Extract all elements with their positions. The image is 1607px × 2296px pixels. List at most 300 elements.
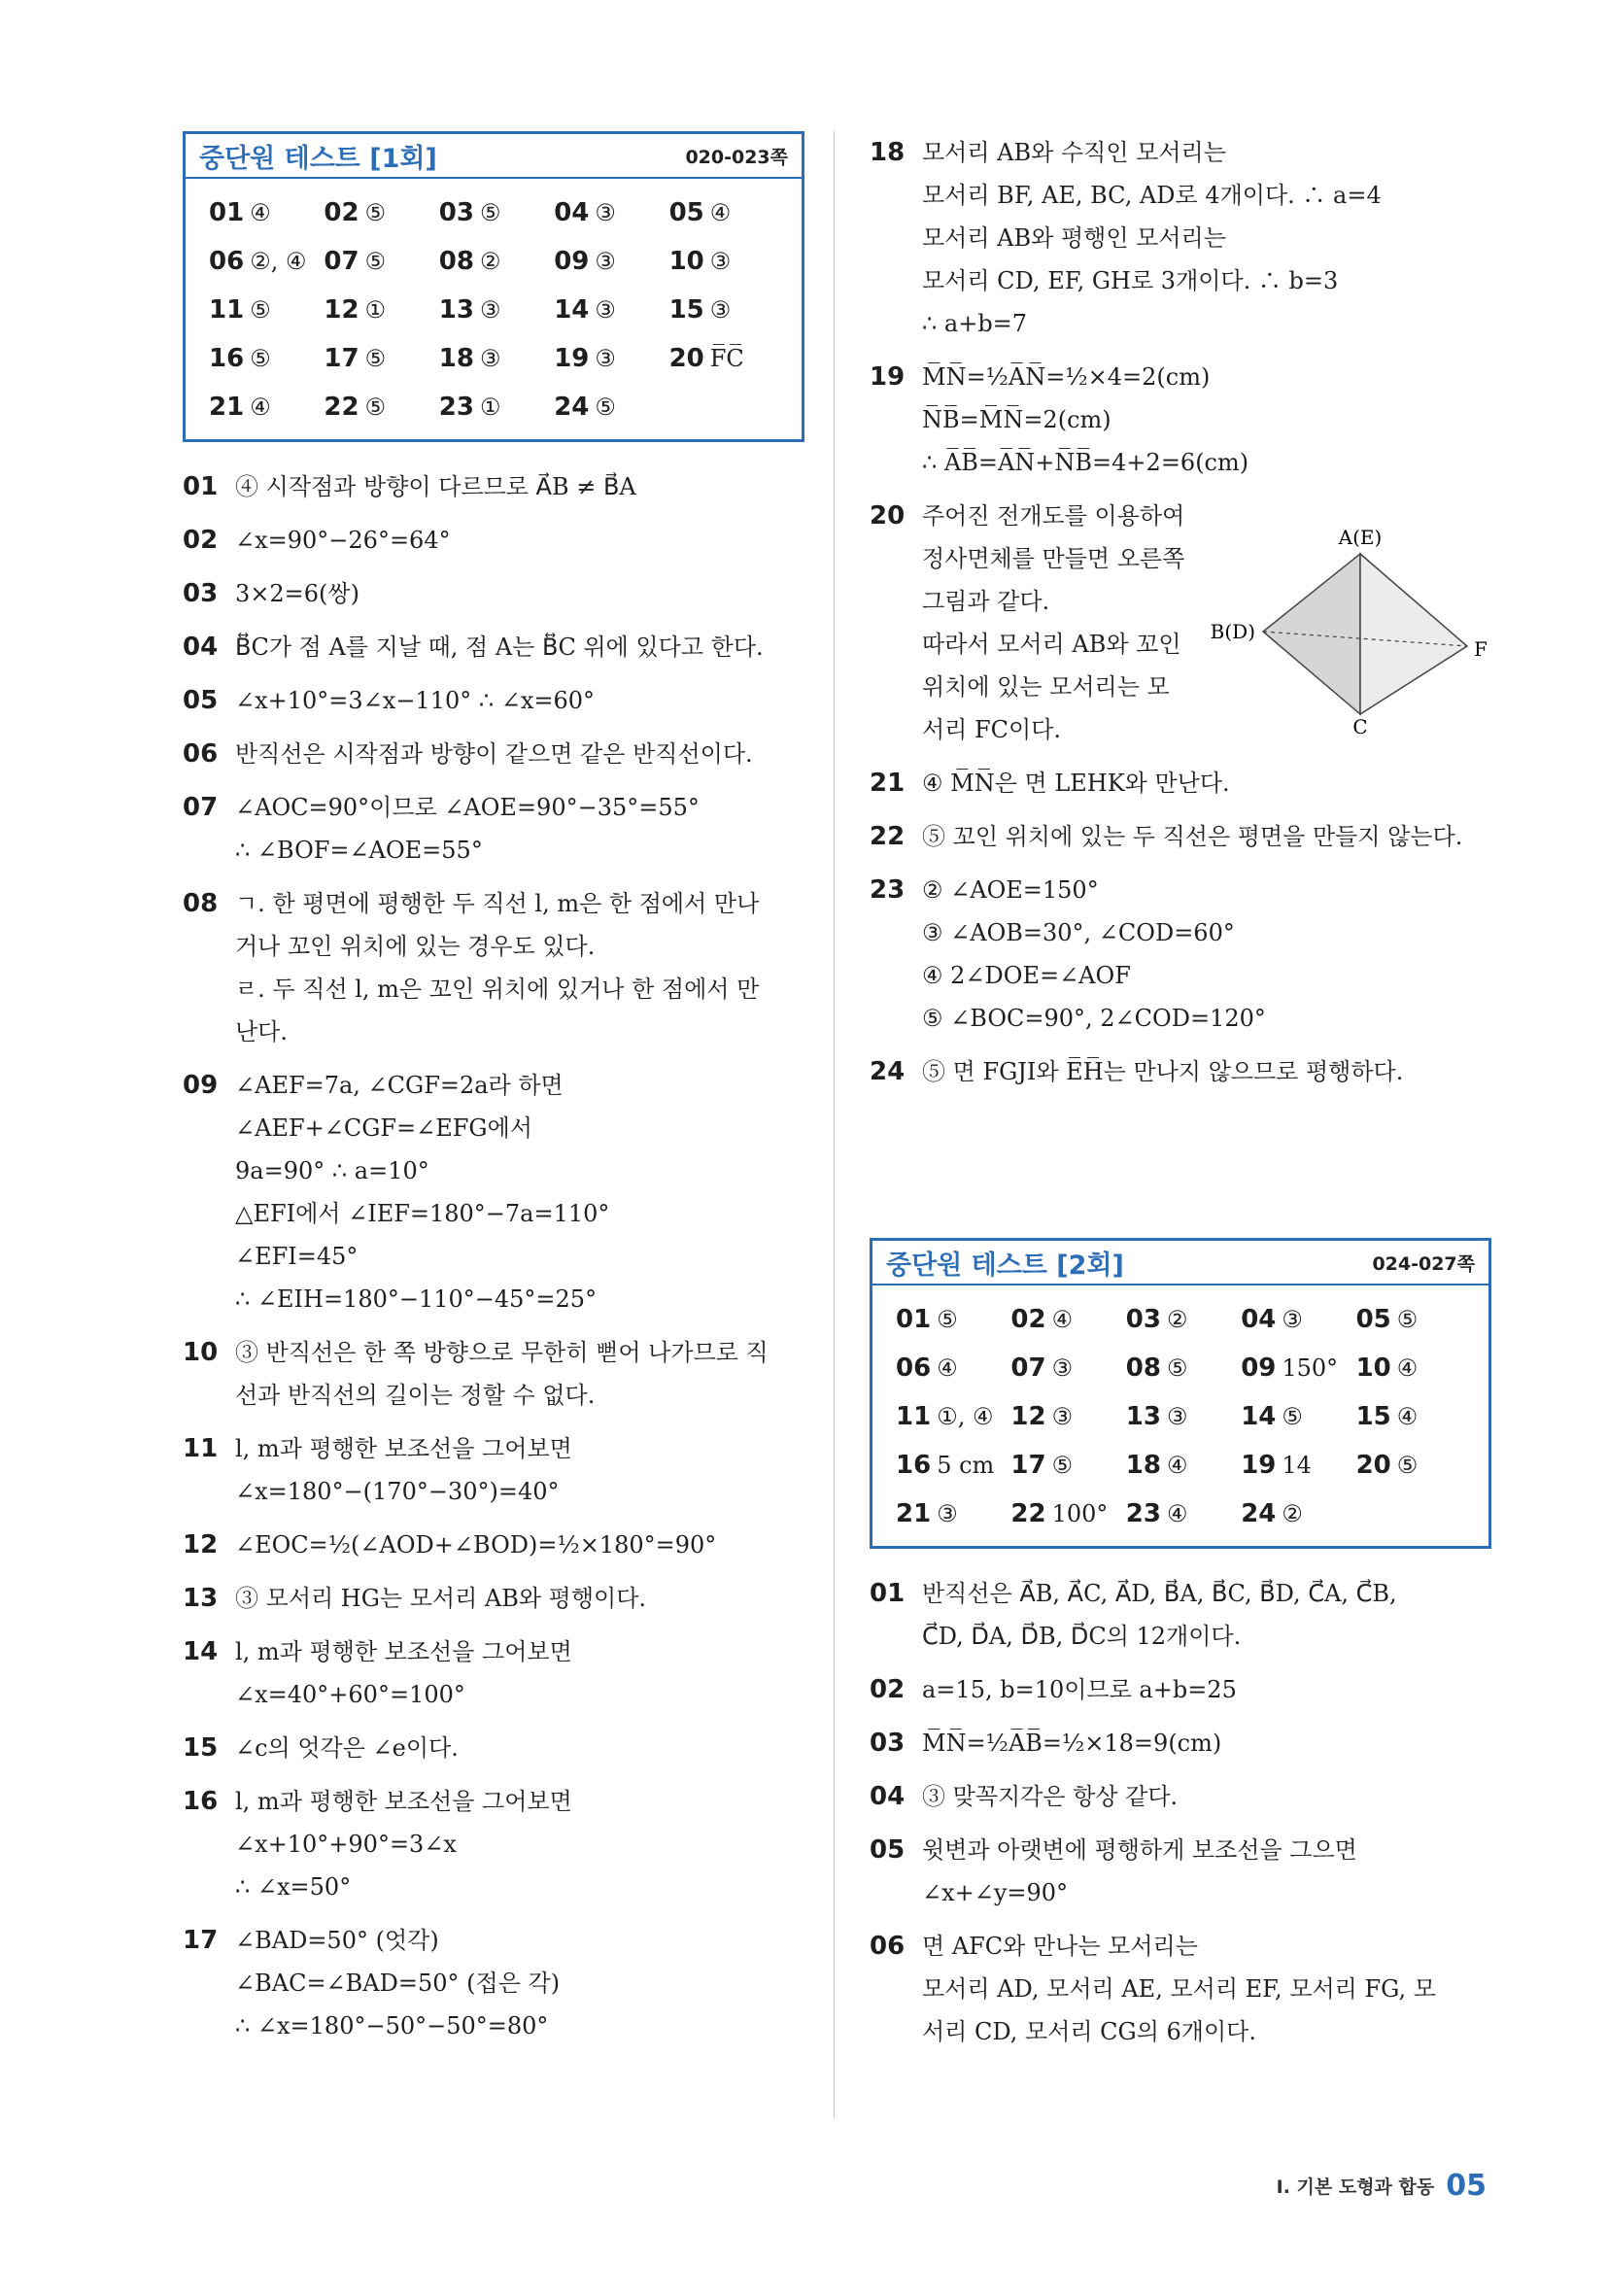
answer-cell — [1241, 1441, 1355, 1490]
answer-cell — [439, 334, 554, 383]
answer-value: ③ — [595, 248, 616, 275]
answer-cell — [554, 383, 668, 431]
answer-cell — [554, 286, 668, 334]
left-column — [183, 131, 804, 2058]
answer-number: 12 — [1010, 1402, 1046, 1431]
solution-number: 05 — [183, 686, 219, 715]
answer-value: ⑤ — [937, 1306, 958, 1333]
answer-number: 17 — [1010, 1451, 1046, 1480]
answer-cell — [1010, 1441, 1125, 1490]
answer-number: 18 — [1125, 1451, 1161, 1480]
answer-box-header — [872, 1241, 1488, 1285]
answer-number: 19 — [554, 344, 590, 373]
solution-number: 19 — [870, 362, 906, 392]
solution-item — [183, 626, 804, 668]
label-b-d: B(D) — [1210, 620, 1255, 643]
answer-number: 19 — [1241, 1451, 1277, 1480]
solution-body — [235, 1064, 804, 1320]
answer-cell — [669, 188, 784, 237]
answer-number: 15 — [668, 295, 704, 325]
answer-number: 09 — [1241, 1354, 1277, 1383]
answer-cell — [1356, 1344, 1471, 1392]
answer-cell — [669, 334, 784, 383]
solution-number: 07 — [183, 793, 219, 822]
solution-line: ∠BAC=∠BAD=50° (접은 각) — [235, 1970, 561, 1997]
solution-number: 23 — [870, 875, 906, 905]
solution-line: l, m과 평행한 보조선을 그어보면 — [235, 1788, 572, 1815]
answer-number: 08 — [438, 247, 474, 276]
solution-item — [183, 1427, 804, 1513]
solution-item — [183, 1064, 804, 1320]
answer-cell — [1126, 1490, 1241, 1538]
solution-body — [922, 1572, 1491, 1658]
answer-cell — [1126, 1344, 1241, 1392]
answer-cell — [439, 188, 554, 237]
answer-value: ⑤ — [364, 199, 387, 226]
solution-line: ∠AEF+∠CGF=∠EFG에서 — [235, 1114, 532, 1142]
answer-cell — [1241, 1490, 1355, 1538]
column-divider — [834, 131, 835, 2118]
solution-line: 반직선은 A⃗B, A⃗C, A⃗D, B⃗A, B⃗C, B⃗D, C⃗A, C⃗B, — [922, 1580, 1397, 1607]
solution-number: 13 — [183, 1584, 219, 1613]
answer-number: 20 — [668, 344, 704, 373]
answer-number: 23 — [438, 393, 474, 422]
solution-number: 20 — [870, 501, 906, 531]
label-a-e: A(E) — [1338, 526, 1383, 549]
answer-number: 18 — [438, 344, 474, 373]
solution-number: 11 — [183, 1434, 219, 1463]
answer-number: 07 — [1010, 1354, 1046, 1383]
answer-box-header — [186, 134, 802, 179]
answer-number: 05 — [1355, 1305, 1391, 1334]
solution-line: ㄱ. 한 평면에 평행한 두 직선 l, m은 한 점에서 만나 — [235, 890, 760, 917]
answer-value: ⑤ — [479, 199, 501, 226]
solution-line: ∠x+10°=3∠x−110° ∴ ∠x=60° — [235, 687, 596, 714]
solution-line: △EFI에서 ∠IEF=180°−7a=110° — [235, 1200, 610, 1227]
answer-cell — [439, 237, 554, 286]
solution-line: ∠x=180°−(170°−30°)=40° — [235, 1478, 560, 1505]
answer-number: 06 — [896, 1354, 932, 1383]
answer-number: 12 — [324, 295, 359, 325]
answer-cell — [554, 334, 668, 383]
answer-cell — [1356, 1441, 1471, 1490]
answer-value: ③ — [479, 345, 501, 372]
solution-body — [235, 1524, 804, 1566]
answer-cell — [439, 286, 554, 334]
answer-cell — [209, 383, 324, 431]
answer-value: ④ — [709, 199, 732, 226]
solution-line: ② ∠AOE=150° — [922, 876, 1099, 904]
answer-value: 5 cm — [937, 1452, 995, 1479]
solution-number: 01 — [183, 472, 219, 501]
solution-item — [870, 869, 1491, 1040]
solution-number: 04 — [870, 1782, 906, 1811]
answer-value: ④ — [1396, 1403, 1419, 1430]
solution-item — [870, 1925, 1491, 2053]
answer-cell — [1241, 1392, 1355, 1441]
solution-number: 06 — [183, 739, 219, 769]
solution-line: ③ 맞꼭지각은 항상 같다. — [922, 1783, 1179, 1810]
solution-body — [235, 1331, 804, 1417]
solution-item — [183, 1727, 804, 1769]
answer-number: 14 — [554, 295, 590, 325]
solution-body — [235, 1630, 804, 1716]
answer-value: ⑤ — [364, 394, 387, 421]
answer-number: 08 — [1125, 1354, 1161, 1383]
answer-box-pages: 020-023쪽 — [685, 146, 788, 168]
solution-line: ∠x+10°+90°=3∠x — [235, 1831, 457, 1858]
solution-line: 모서리 AB와 수직인 모서리는 — [922, 139, 1226, 166]
solution-item — [870, 1775, 1491, 1818]
solution-line: ∠x+∠y=90° — [922, 1879, 1069, 1906]
solution-line: 모서리 CD, EF, GH로 3개이다. ∴ b=3 — [922, 267, 1339, 294]
answer-number: 02 — [1010, 1305, 1046, 1334]
solution-item — [183, 1630, 804, 1716]
answer-value: ④ — [1051, 1306, 1074, 1333]
solution-body — [922, 869, 1491, 1040]
solution-line: M̅N̅=½A̅B̅=½×18=9(cm) — [922, 1730, 1222, 1757]
page-footer — [1277, 2169, 1487, 2203]
label-c: C — [1352, 715, 1368, 738]
solution-list — [870, 1572, 1491, 2053]
answer-number: 22 — [1010, 1499, 1046, 1528]
solution-item — [183, 1524, 804, 1566]
solution-number: 16 — [183, 1787, 219, 1816]
solution-body — [235, 679, 804, 722]
solution-line: ∠x=90°−26°=64° — [235, 527, 451, 554]
solution-body — [235, 519, 804, 562]
solution-body — [922, 1829, 1491, 1914]
solution-body — [922, 762, 1491, 805]
solution-body — [922, 1775, 1491, 1818]
answer-number: 13 — [438, 295, 474, 325]
solution-line: 정사면체를 만들면 오른쪽 — [922, 545, 1185, 572]
answer-box-title: 중단원 테스트 [2회] — [886, 1250, 1124, 1281]
solution-number: 06 — [870, 1932, 906, 1961]
solution-number: 12 — [183, 1530, 219, 1559]
answer-value: ② — [479, 248, 501, 275]
solution-body — [922, 1925, 1491, 2053]
answer-number: 10 — [668, 247, 704, 276]
solution-item — [870, 815, 1491, 858]
answer-number: 14 — [1241, 1402, 1277, 1431]
answer-value: ④ — [1166, 1452, 1188, 1479]
answer-cell — [1126, 1441, 1241, 1490]
answer-cell — [1126, 1295, 1241, 1344]
answer-value: F̅C̅ — [709, 345, 744, 372]
answer-cell — [669, 286, 784, 334]
answer-number: 21 — [896, 1499, 932, 1528]
solution-number: 03 — [183, 579, 219, 608]
answer-number: 03 — [438, 198, 474, 227]
solution-line: a=15, b=10이므로 a+b=25 — [922, 1676, 1237, 1703]
solution-line: l, m과 평행한 보조선을 그어보면 — [235, 1435, 572, 1462]
answer-cell — [209, 334, 324, 383]
answer-number: 16 — [896, 1451, 932, 1480]
answer-number: 17 — [324, 344, 359, 373]
answer-box-test-2 — [870, 1238, 1491, 1549]
solution-line: ③ 모서리 HG는 모서리 AB와 평행이다. — [235, 1585, 647, 1612]
answer-cell — [1010, 1295, 1125, 1344]
solution-item — [183, 1331, 804, 1417]
answer-value: 150° — [1282, 1354, 1339, 1382]
solution-body — [235, 733, 804, 775]
solution-line: ∠EFI=45° — [235, 1243, 359, 1270]
solution-line: 모서리 AD, 모서리 AE, 모서리 EF, 모서리 FG, 모 — [922, 1975, 1436, 2003]
answer-value: ③ — [709, 248, 732, 275]
answer-number: 01 — [209, 198, 245, 227]
solution-item — [183, 519, 804, 562]
solution-number: 21 — [870, 769, 906, 798]
answer-cell — [896, 1295, 1010, 1344]
solution-line: ③ ∠AOB=30°, ∠COD=60° — [922, 919, 1235, 946]
answer-value: ③ — [1166, 1403, 1188, 1430]
solution-line: 거나 꼬인 위치에 있는 경우도 있다. — [235, 933, 596, 960]
answer-number: 06 — [209, 247, 245, 276]
solution-line: 서리 FC이다. — [922, 716, 1062, 743]
answer-value: ④ — [250, 199, 271, 226]
answer-value: ③ — [1051, 1354, 1074, 1382]
solution-line: 3×2=6(쌍) — [235, 580, 359, 607]
solution-body — [235, 882, 804, 1053]
answer-cell — [896, 1441, 1010, 1490]
answer-cell — [554, 237, 668, 286]
solution-line: 모서리 BF, AE, BC, AD로 4개이다. ∴ a=4 — [922, 182, 1382, 209]
solution-number: 14 — [183, 1637, 219, 1666]
answer-cell — [324, 286, 438, 334]
answer-number: 20 — [1355, 1451, 1391, 1480]
solution-body — [235, 1727, 804, 1769]
answer-cell — [209, 237, 324, 286]
solution-item — [870, 762, 1491, 805]
answer-value: ③ — [479, 296, 501, 324]
answer-value: ④ — [1396, 1354, 1419, 1382]
answer-value: ⑤ — [364, 345, 387, 372]
solution-number: 17 — [183, 1926, 219, 1955]
solution-item — [183, 882, 804, 1053]
answer-value: ⑤ — [1396, 1306, 1419, 1333]
answer-value: ④ — [937, 1354, 958, 1382]
answer-value: ⑤ — [364, 248, 387, 275]
solution-line: 난다. — [235, 1018, 288, 1045]
answer-value: ⑤ — [1051, 1452, 1074, 1479]
solution-line: ㄹ. 두 직선 l, m은 꼬인 위치에 있거나 한 점에서 만 — [235, 976, 760, 1003]
answer-number: 02 — [324, 198, 359, 227]
answer-cell — [209, 188, 324, 237]
solution-line: ④ 시작점과 방향이 다르므로 A⃗B ≠ B⃗A — [235, 473, 636, 500]
tetra-face-left — [1263, 554, 1360, 714]
answer-cell — [896, 1344, 1010, 1392]
solution-line: ∠EOC=½(∠AOD+∠BOD)=½×180°=90° — [235, 1531, 717, 1559]
solution-line: ⑤ ∠BOC=90°, 2∠COD=120° — [922, 1005, 1266, 1032]
answer-cell — [1241, 1295, 1355, 1344]
solution-line: 따라서 모서리 AB와 꼬인 — [922, 631, 1181, 658]
solution-item — [870, 356, 1491, 484]
answer-cell — [1126, 1392, 1241, 1441]
answer-value: ⑤ — [1166, 1354, 1188, 1382]
solution-line: ∠BAD=50° (엇각) — [235, 1927, 439, 1954]
chapter-label: Ⅰ. 기본 도형과 합동 — [1276, 2176, 1435, 2198]
page-number: 05 — [1446, 2169, 1487, 2203]
answer-cell — [554, 188, 668, 237]
solution-line: ∴ ∠x=180°−50°−50°=80° — [235, 2012, 549, 2039]
solution-body — [235, 786, 804, 872]
solution-body — [235, 1427, 804, 1513]
label-f: F — [1474, 637, 1487, 661]
answer-cell — [1010, 1490, 1125, 1538]
solution-number: 05 — [870, 1835, 906, 1865]
solution-line: ∠AOC=90°이므로 ∠AOE=90°−35°=55° — [235, 794, 700, 821]
answer-number: 04 — [554, 198, 590, 227]
answer-cell — [1241, 1344, 1355, 1392]
solution-item — [183, 733, 804, 775]
solution-line: ∴ a+b=7 — [922, 310, 1028, 337]
answer-number: 24 — [554, 393, 590, 422]
solution-line: N̅B̅=M̅N̅=2(cm) — [922, 406, 1111, 433]
answer-number: 11 — [896, 1402, 932, 1431]
answer-cell — [209, 286, 324, 334]
answer-value: ③ — [1282, 1306, 1303, 1333]
answer-number: 11 — [209, 295, 245, 325]
answer-number: 15 — [1355, 1402, 1391, 1431]
solution-line: M̅N̅=½A̅N̅=½×4=2(cm) — [922, 363, 1211, 391]
solution-line: C⃗D, D⃗A, D⃗B, D⃗C의 12개이다. — [922, 1623, 1242, 1650]
solution-body — [922, 131, 1491, 345]
answer-value: 100° — [1051, 1500, 1109, 1527]
answer-value: ③ — [595, 345, 616, 372]
answer-value: ② — [1166, 1306, 1188, 1333]
solution-body — [235, 1919, 804, 2047]
solution-body — [922, 1050, 1491, 1093]
answer-box-test-1 — [183, 131, 804, 442]
answer-cell — [669, 237, 784, 286]
solution-item — [183, 1577, 804, 1620]
solution-line: ∴ ∠BOF=∠AOE=55° — [235, 837, 483, 864]
answer-number: 13 — [1125, 1402, 1161, 1431]
solution-number: 18 — [870, 138, 906, 167]
solution-line: 그림과 같다. — [922, 588, 1050, 615]
solution-body — [235, 1577, 804, 1620]
solution-list — [183, 465, 804, 2047]
solution-item — [870, 1572, 1491, 1658]
solution-item — [870, 1050, 1491, 1093]
answer-cell — [324, 334, 438, 383]
solution-line: 반직선은 시작점과 방향이 같으면 같은 반직선이다. — [235, 740, 753, 768]
answer-value: ④ — [1166, 1500, 1188, 1527]
answer-cell — [1356, 1295, 1471, 1344]
answer-value: ②, ④ — [250, 248, 307, 275]
solution-line: ⑤ 꼬인 위치에 있는 두 직선은 평면을 만들지 않는다. — [922, 823, 1463, 850]
solution-number: 08 — [183, 889, 219, 918]
answer-value: ③ — [595, 296, 616, 324]
solution-item — [870, 1722, 1491, 1765]
answer-number: 16 — [209, 344, 245, 373]
solution-line: 서리 CD, 모서리 CG의 6개이다. — [922, 2018, 1256, 2045]
solution-line: ∠AEF=7a, ∠CGF=2a라 하면 — [235, 1072, 564, 1099]
answer-box-title: 중단원 테스트 [1회] — [199, 143, 437, 174]
answer-number: 03 — [1125, 1305, 1161, 1334]
solution-line: ∴ ∠EIH=180°−110°−45°=25° — [235, 1285, 598, 1313]
solution-number: 04 — [183, 633, 219, 662]
answer-cell — [896, 1490, 1010, 1538]
answer-number: 23 — [1125, 1499, 1161, 1528]
solution-item — [870, 1668, 1491, 1711]
answer-cell — [324, 188, 438, 237]
solution-line: 주어진 전개도를 이용하여 — [922, 502, 1185, 530]
answer-number: 01 — [896, 1305, 932, 1334]
solution-item — [183, 1780, 804, 1908]
solution-item — [183, 786, 804, 872]
answer-value: ⑤ — [1282, 1403, 1303, 1430]
answer-cell — [1010, 1392, 1125, 1441]
answer-value: ①, ④ — [937, 1403, 994, 1430]
answer-value: ⑤ — [595, 394, 616, 421]
solution-item — [183, 572, 804, 615]
answer-number: 22 — [324, 393, 359, 422]
answer-number: 07 — [324, 247, 359, 276]
answer-value: ③ — [595, 199, 616, 226]
solution-line: 모서리 AB와 평행인 모서리는 — [922, 224, 1226, 252]
answer-cell — [439, 383, 554, 431]
answer-value: ② — [1282, 1500, 1303, 1527]
tetrahedron-figure — [1210, 525, 1496, 738]
answer-value: ④ — [250, 394, 271, 421]
solution-line: ∠x=40°+60°=100° — [235, 1681, 465, 1708]
solution-number: 02 — [870, 1675, 906, 1704]
solution-number: 22 — [870, 822, 906, 851]
answer-number: 10 — [1355, 1354, 1391, 1383]
answer-number: 05 — [668, 198, 704, 227]
solution-line: 위치에 있는 모서리는 모 — [922, 673, 1170, 701]
solution-number: 09 — [183, 1071, 219, 1100]
solution-number: 03 — [870, 1729, 906, 1758]
answer-grid — [872, 1285, 1488, 1546]
solution-item — [870, 1829, 1491, 1914]
answer-value: ③ — [709, 296, 732, 324]
solution-line: ∴ A̅B̅=A̅N̅+N̅B̅=4+2=6(cm) — [922, 449, 1249, 476]
answer-value: ③ — [937, 1500, 958, 1527]
solution-item — [183, 679, 804, 722]
right-column — [870, 131, 1491, 2064]
solution-item — [183, 1919, 804, 2047]
solution-line: 선과 반직선의 길이는 정할 수 없다. — [235, 1382, 596, 1409]
solution-line: l, m과 평행한 보조선을 그어보면 — [235, 1638, 572, 1665]
answer-box-pages: 024-027쪽 — [1372, 1252, 1475, 1275]
answer-value: ⑤ — [1396, 1452, 1419, 1479]
answer-cell — [896, 1392, 1010, 1441]
solution-body — [235, 572, 804, 615]
solution-number: 02 — [183, 526, 219, 555]
solution-line: 윗변과 아랫변에 평행하게 보조선을 그으면 — [922, 1836, 1357, 1864]
solution-body — [235, 465, 804, 508]
solution-body — [922, 1668, 1491, 1711]
solution-number: 01 — [870, 1579, 906, 1608]
answer-cell — [1010, 1344, 1125, 1392]
solution-line: ∠c의 엇각은 ∠e이다. — [235, 1734, 459, 1762]
solution-body — [235, 626, 804, 668]
solution-line: ④ 2∠DOE=∠AOF — [922, 962, 1131, 989]
solution-line: 면 AFC와 만나는 모서리는 — [922, 1933, 1198, 1960]
solution-body — [922, 356, 1491, 484]
answer-number: 24 — [1241, 1499, 1277, 1528]
answer-value: ⑤ — [250, 345, 271, 372]
solution-line: B⃡C가 점 A를 지날 때, 점 A는 B⃡C 위에 있다고 한다. — [235, 634, 764, 661]
answer-number: 09 — [554, 247, 590, 276]
answer-value: 14 — [1282, 1452, 1312, 1479]
solution-body — [922, 815, 1491, 858]
answer-value: ⑤ — [250, 296, 271, 324]
answer-value: ① — [479, 394, 501, 421]
